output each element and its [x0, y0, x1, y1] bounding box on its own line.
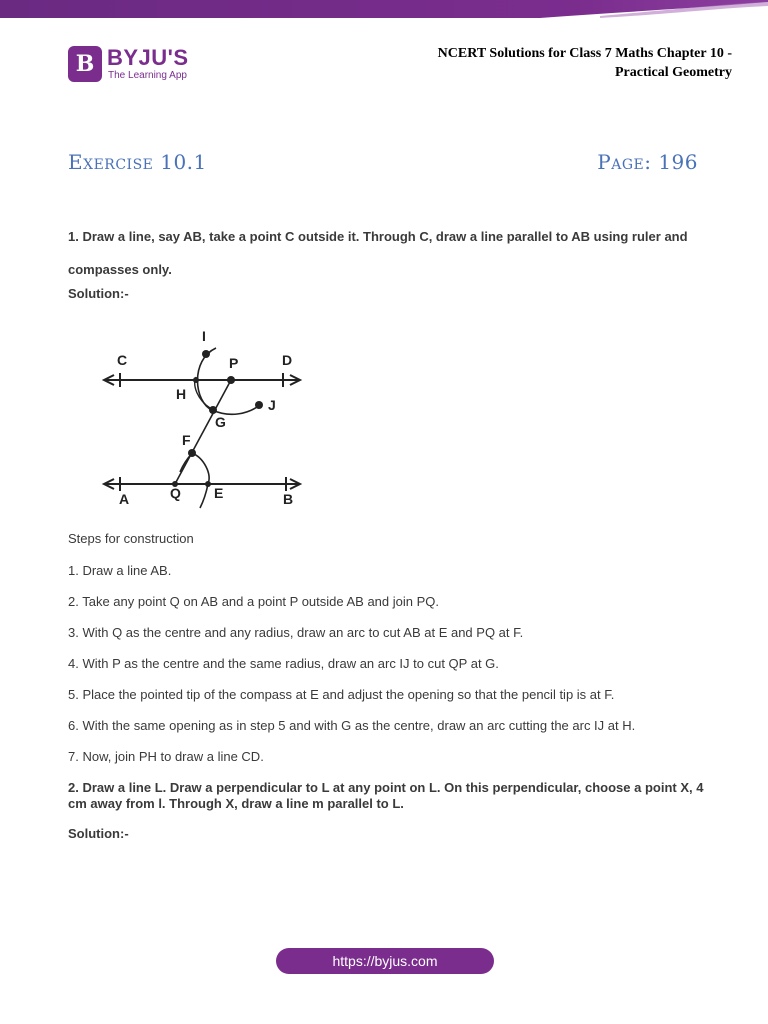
label-b: B [283, 491, 294, 507]
step-item: 5. Place the pointed tip of the compass at E and adjust the opening so that the pencil tip is at F. [68, 687, 615, 702]
document-header-title [352, 44, 732, 82]
label-a: A [119, 491, 130, 507]
step-item: 2. Take any point Q on AB and a point P outside AB and join PQ. [68, 594, 440, 609]
header-title-line1: NCERT Solutions for Class 7 Maths Chapter 10 - [437, 46, 732, 61]
footer-url-link[interactable]: https://byjus.com [276, 948, 494, 974]
logo-letter-badge: B [68, 46, 102, 82]
point-j [255, 401, 263, 409]
solution-2-label: Solution:- [68, 826, 129, 841]
step-item: 4. With P as the centre and the same radius, draw an arc IJ to cut QP at G. [68, 656, 499, 671]
point-h [193, 377, 199, 383]
step-item: 1. Draw a line AB. [68, 563, 172, 578]
point-e [205, 481, 211, 487]
step-item: 3. With Q as the centre and any radius, draw an arc to cut AB at E and PQ at F. [68, 625, 524, 640]
header-title-line2: Practical Geometry [615, 65, 732, 80]
label-h: H [176, 386, 187, 402]
point-f [188, 449, 196, 457]
logo-name: BYJU'S [107, 45, 189, 70]
step-item: 7. Now, join PH to draw a line CD. [68, 749, 264, 764]
label-f: F [182, 432, 191, 448]
label-p: P [229, 355, 239, 371]
label-j: J [268, 397, 276, 413]
arc-fe [180, 453, 209, 508]
question-1-text: Draw a line, say AB, take a point C outside it. Through C, draw a line parallel to AB using ruler and compasses only. [68, 229, 688, 277]
question-2 [68, 780, 718, 812]
label-q: Q [170, 485, 181, 501]
top-banner [0, 0, 768, 22]
label-e: E [214, 485, 224, 501]
label-d: D [282, 352, 293, 368]
parallel-line-construction-figure [100, 322, 320, 512]
point-g [209, 406, 217, 414]
question-2-number: 2. [68, 780, 79, 795]
label-i: I [202, 328, 206, 344]
solution-1-label: Solution:- [68, 286, 129, 301]
point-p [227, 376, 235, 384]
label-c: C [117, 352, 128, 368]
question-2-text: Draw a line L. Draw a perpendicular to L at any point on L. On this perpendicular, choose a point X, 4 cm away from l. Through X, draw a line m parallel to L. [68, 780, 704, 811]
point-i [202, 350, 210, 358]
exercise-heading: Exercise 10.1 [68, 150, 207, 174]
question-1-number: 1. [68, 229, 79, 244]
step-item: 6. With the same opening as in step 5 and with G as the centre, draw an arc cutting the arc IJ at H. [68, 718, 636, 733]
page-number-heading: Page: 196 [597, 150, 698, 174]
steps-title: Steps for construction [68, 531, 194, 546]
byjus-logo [68, 46, 208, 86]
label-g: G [215, 414, 226, 430]
logo-tagline: The Learning App [108, 70, 187, 81]
question-1 [68, 220, 718, 286]
